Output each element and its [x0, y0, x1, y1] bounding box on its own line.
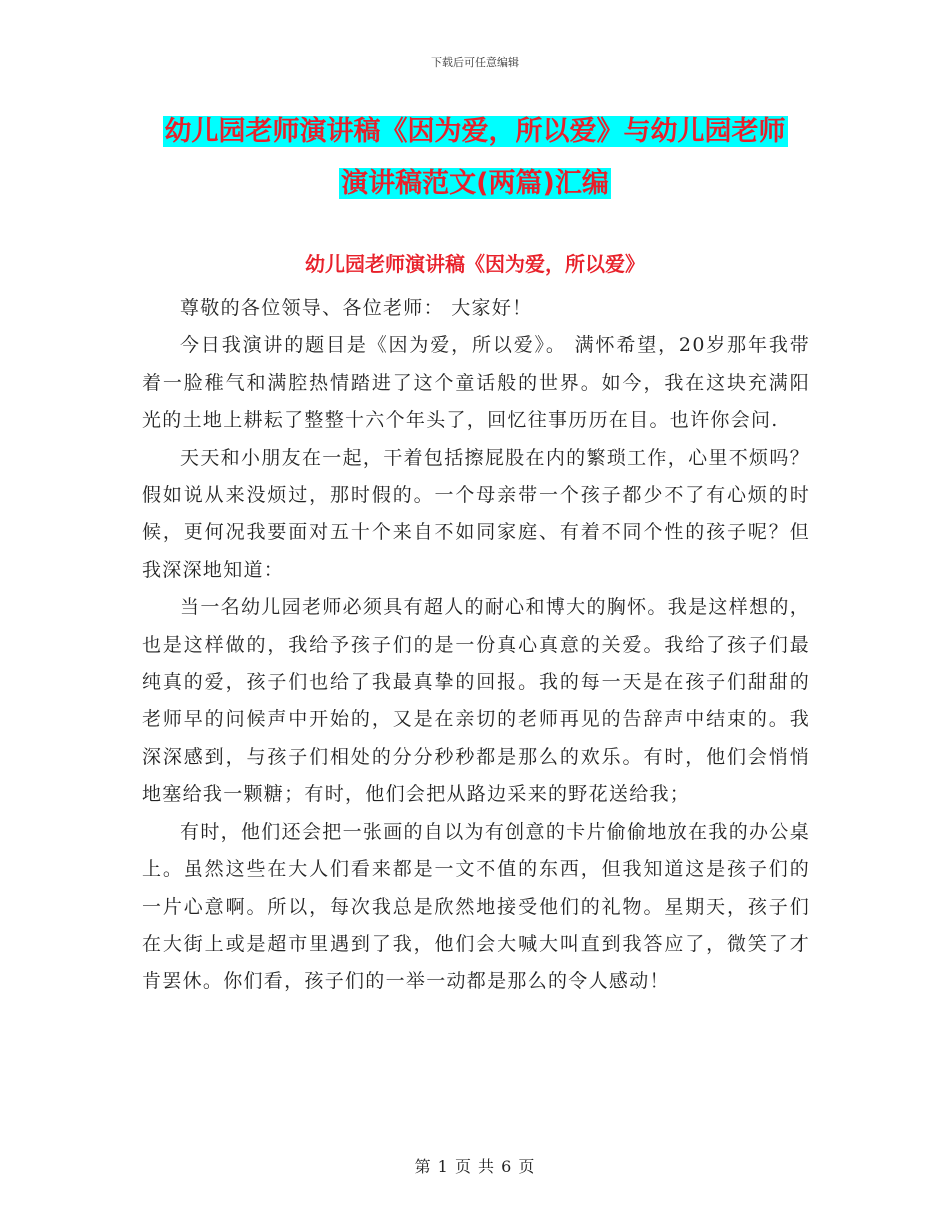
paragraph-greeting: 尊敬的各位领导、各位老师： 大家好！	[180, 297, 533, 319]
section-title: 幼儿园老师演讲稿《因为爱，所以爱》	[305, 252, 645, 276]
body-text	[142, 290, 810, 1001]
paragraph: 天天和小朋友在一起，干着包括擦屁股在内的繁琐工作，心里不烦吗？假如说从来没烦过，那时假的。一个母亲带一个孩子都少不了有心烦的时候，更何况我要面对五十个来自不如同家庭、有着不同个性的孩子呢？但我深深地知道：	[142, 446, 810, 581]
paragraph: 当一名幼儿园老师必须具有超人的耐心和博大的胸怀。我是这样想的，也是这样做的，我给予孩子们的是一份真心真意的关爱。我给了孩子们最纯真的爱，孩子们也给了我最真挚的回报。我的每一天是在孩子们甜甜的老师早的问候声中开始的，又是在亲切的老师再见的告辞声中结束的。我深深感到，与孩子们相处的分分秒秒都是那么的欢乐。有时，他们会悄悄地塞给我一颗糖；有时，他们会把从路边采来的野花送给我；	[142, 596, 810, 806]
page-number-footer: 第 1 页 共 6 页	[414, 1157, 536, 1176]
title-line-2: 演讲稿范文(两篇)汇编	[341, 168, 609, 199]
header-note: 下载后可任意编辑	[431, 56, 519, 69]
title-line-1: 幼儿园老师演讲稿《因为爱，所以爱》与幼儿园老师	[164, 116, 786, 147]
document-title	[0, 106, 950, 210]
paragraph: 今日我演讲的题目是《因为爱，所以爱》。 满怀希望，20岁那年我带着一脸稚气和满腔热情踏进了这个童话般的世界。如今，我在这块充满阳光的土地上耕耘了整整十六个年头了，回忆往事历历在目。也许你会问.	[142, 334, 810, 432]
paragraph: 有时，他们还会把一张画的自以为有创意的卡片偷偷地放在我的办公桌上。虽然这些在大人们看来都是一文不值的东西，但我知道这是孩子们的一片心意啊。所以，每次我总是欣然地接受他们的礼物。星期天，孩子们在大街上或是超市里遇到了我，他们会大喊大叫直到我答应了，微笑了才肯罢休。你们看，孩子们的一举一动都是那么的令人感动！	[142, 820, 810, 993]
